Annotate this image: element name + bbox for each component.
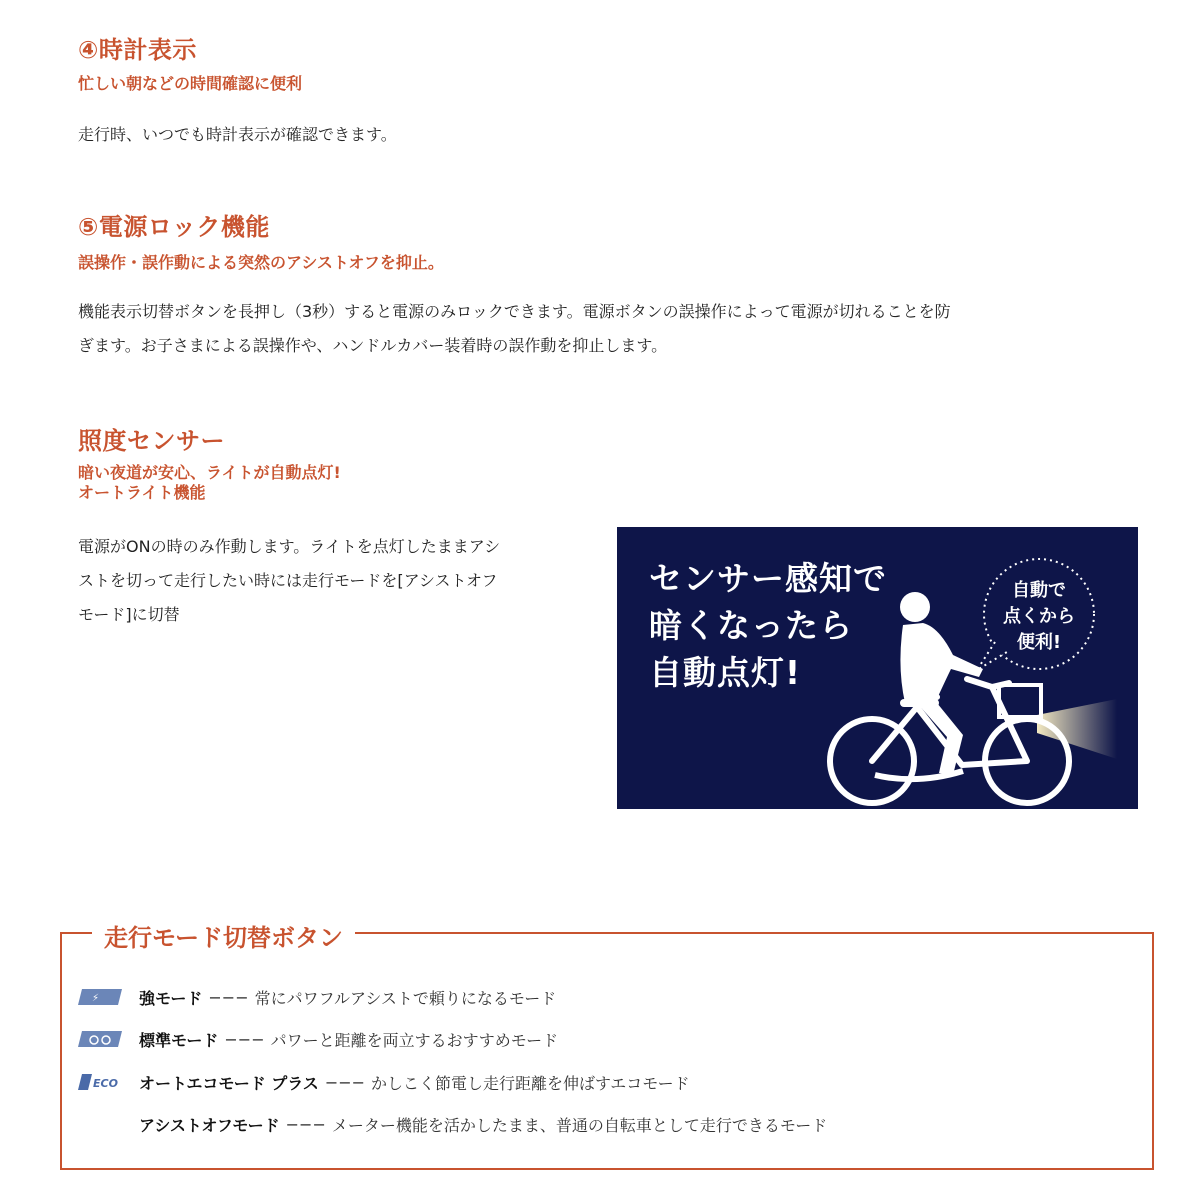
power-lock-body xyxy=(78,295,1148,363)
illustration-text-line3: 自動点灯! xyxy=(649,653,802,692)
clock-subtitle: 忙しい朝などの時間確認に便利 xyxy=(78,74,303,93)
illustration-text-line1: センサー感知で xyxy=(649,559,887,598)
sensor-body-line2: ストを切って走行したい時には走行モードを[アシストオフ xyxy=(78,571,498,590)
mode-row-power xyxy=(78,985,556,1009)
mode-description: メーター機能を活かしたまま、普通の自転車として走行できるモード xyxy=(331,1115,828,1135)
illustration-text-line2: 暗くなったら xyxy=(649,606,853,645)
sensor-body-line3: モード]に切替 xyxy=(78,605,180,624)
mode-icon-placeholder xyxy=(78,1116,122,1132)
standard-mode-icon xyxy=(78,1031,122,1047)
mode-name: オートエコモード プラス xyxy=(139,1073,319,1093)
sensor-subtitle xyxy=(78,463,341,503)
sensor-subtitle-line2: オートライト機能 xyxy=(78,483,206,502)
bubble-text-line1: 自動で xyxy=(1012,580,1066,601)
mode-separator: −−− xyxy=(285,1114,326,1134)
clock-body: 走行時、いつでも時計表示が確認できます。 xyxy=(78,125,397,144)
bicycle-rider-icon xyxy=(617,527,1138,809)
sensor-subtitle-line1: 暗い夜道が安心、ライトが自動点灯! xyxy=(78,463,341,482)
ride-mode-title: 走行モード切替ボタン xyxy=(92,918,355,953)
mode-separator: −−− xyxy=(224,1029,265,1049)
power-lock-body-line1: 機能表示切替ボタンを長押し（3秒）すると電源のみロックできます。電源ボタンの誤操作によって電源が切れることを防 xyxy=(78,302,951,321)
mode-name: アシストオフモード xyxy=(139,1115,280,1135)
eco-mode-icon xyxy=(78,1074,122,1090)
power-lock-title: ⑤電源ロック機能 xyxy=(78,213,270,241)
mode-name: 強モード xyxy=(139,988,203,1008)
mode-description: パワーと距離を両立するおすすめモード xyxy=(270,1030,559,1050)
svg-text:⚡: ⚡ xyxy=(92,993,100,1004)
bubble-text-line2: 点くから xyxy=(1003,606,1075,627)
mode-description: かしこく節電し走行距離を伸ばすエコモード xyxy=(371,1073,690,1093)
mode-name: 標準モード xyxy=(139,1030,219,1050)
clock-title: ④時計表示 xyxy=(78,36,197,64)
auto-light-illustration xyxy=(617,527,1138,809)
mode-row-assist-off xyxy=(78,1112,827,1136)
mode-separator: −−− xyxy=(324,1072,366,1092)
mode-separator: −−− xyxy=(208,987,249,1007)
eco-icon-text: ECO xyxy=(93,1077,118,1090)
bubble-text-line3: 便利! xyxy=(1016,632,1062,653)
sensor-body-line1: 電源がONの時のみ作動します。ライトを点灯したままアシ xyxy=(78,537,501,556)
power-lock-subtitle: 誤操作・誤作動による突然のアシストオフを抑止。 xyxy=(78,253,444,272)
sensor-title: 照度センサー xyxy=(78,427,225,455)
power-lock-body-line2: ぎます。お子さまによる誤操作や、ハンドルカバー装着時の誤作動を抑止します。 xyxy=(78,336,668,355)
sensor-body xyxy=(78,530,598,632)
mode-row-standard xyxy=(78,1027,558,1051)
mode-description: 常にパワフルアシストで頼りになるモード xyxy=(254,988,557,1008)
mode-row-eco xyxy=(78,1070,690,1094)
power-mode-icon xyxy=(78,989,122,1005)
